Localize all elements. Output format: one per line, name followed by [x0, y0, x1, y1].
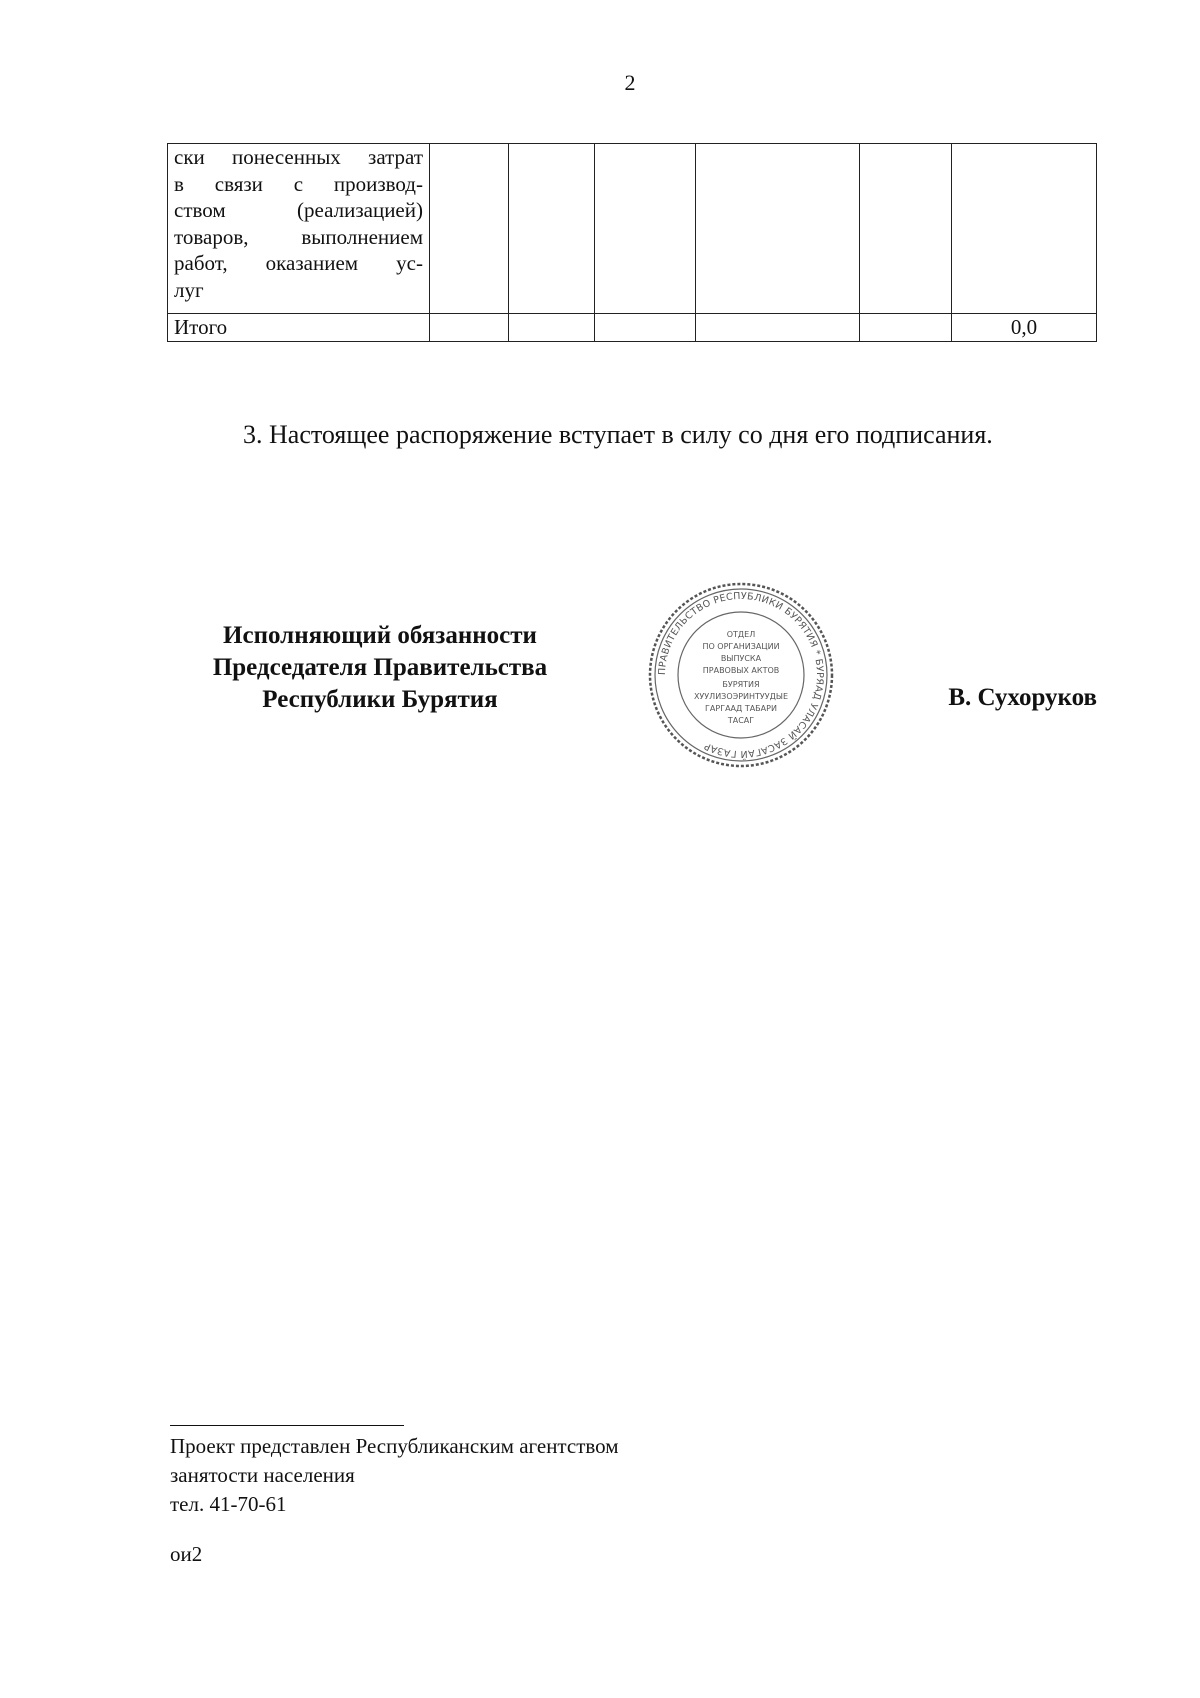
footnote-line: занятости населения [170, 1463, 355, 1487]
description-line: ски понесенных затрат [174, 145, 423, 169]
seal-inner-line: ПО ОРГАНИЗАЦИИ [702, 642, 780, 651]
seal-outer-text: ПРАВИТЕЛЬСТВО РЕСПУБЛИКИ БУРЯТИЯ * БУРЯАД УЛАСАЙ ЗАСАГАЙ ГАЗАР [656, 590, 826, 760]
description-line: товаров, выполнением [174, 224, 423, 249]
clause-text: 3. Настоящее распоряжение вступает в силу со дня его подписания. [243, 420, 993, 449]
signature-title-line: Исполняющий обязанности [223, 622, 537, 649]
seal-inner-line: ГАРГААД ТАБАРИ [705, 704, 777, 713]
official-seal-icon [646, 580, 836, 770]
footnote [170, 1432, 619, 1519]
table-cell-empty [595, 314, 696, 342]
table-cell-empty [509, 144, 595, 314]
footnote-line: Проект представлен Республиканским агентством [170, 1434, 619, 1458]
signatory-name: В. Сухоруков [948, 684, 1097, 711]
footnote-divider [170, 1425, 404, 1426]
svg-text:ПРАВИТЕЛЬСТВО РЕСПУБЛИКИ БУРЯТ [657, 591, 825, 760]
seal-inner-line: ХУУЛИЗОЭРИНТУУДЫЕ [693, 692, 789, 701]
signature-title [160, 620, 600, 716]
table-cell-empty [430, 144, 509, 314]
document-code: ои2 [170, 1542, 203, 1566]
total-value: 0,0 [952, 314, 1097, 342]
table-cell-empty [860, 314, 952, 342]
seal-inner-line: ВЫПУСКА [720, 654, 762, 663]
table-cell-empty [696, 144, 860, 314]
table-cell-empty [860, 144, 952, 314]
table-cell-description [168, 144, 430, 314]
total-label: Итого [168, 314, 430, 342]
description-line: работ, оказанием ус- [174, 251, 423, 275]
signature-title-line: Председателя Правительства [212, 654, 548, 681]
expense-table [167, 143, 1097, 342]
table-cell-empty [952, 144, 1097, 314]
table-cell-empty [595, 144, 696, 314]
table-cell-empty [696, 314, 860, 342]
table-row-total [168, 314, 1097, 342]
seal-inner-line: ОТДЕЛ [726, 630, 756, 639]
seal-inner-line: ТАСАГ [727, 716, 755, 725]
signature-title-line: Республики Бурятия [262, 686, 498, 713]
page-number: 2 [624, 70, 636, 95]
table-row [168, 144, 1097, 314]
seal-inner-line: БУРЯТИЯ [722, 680, 760, 689]
table-cell-empty [509, 314, 595, 342]
footnote-line: тел. 41-70-61 [170, 1492, 287, 1516]
description-line: в связи с производ- [174, 171, 423, 196]
seal-inner-line: ПРАВОВЫХ АКТОВ [702, 666, 780, 675]
table-cell-empty [430, 314, 509, 342]
description-line: луг [174, 277, 204, 302]
description-line: ством (реализацией) [174, 198, 423, 222]
